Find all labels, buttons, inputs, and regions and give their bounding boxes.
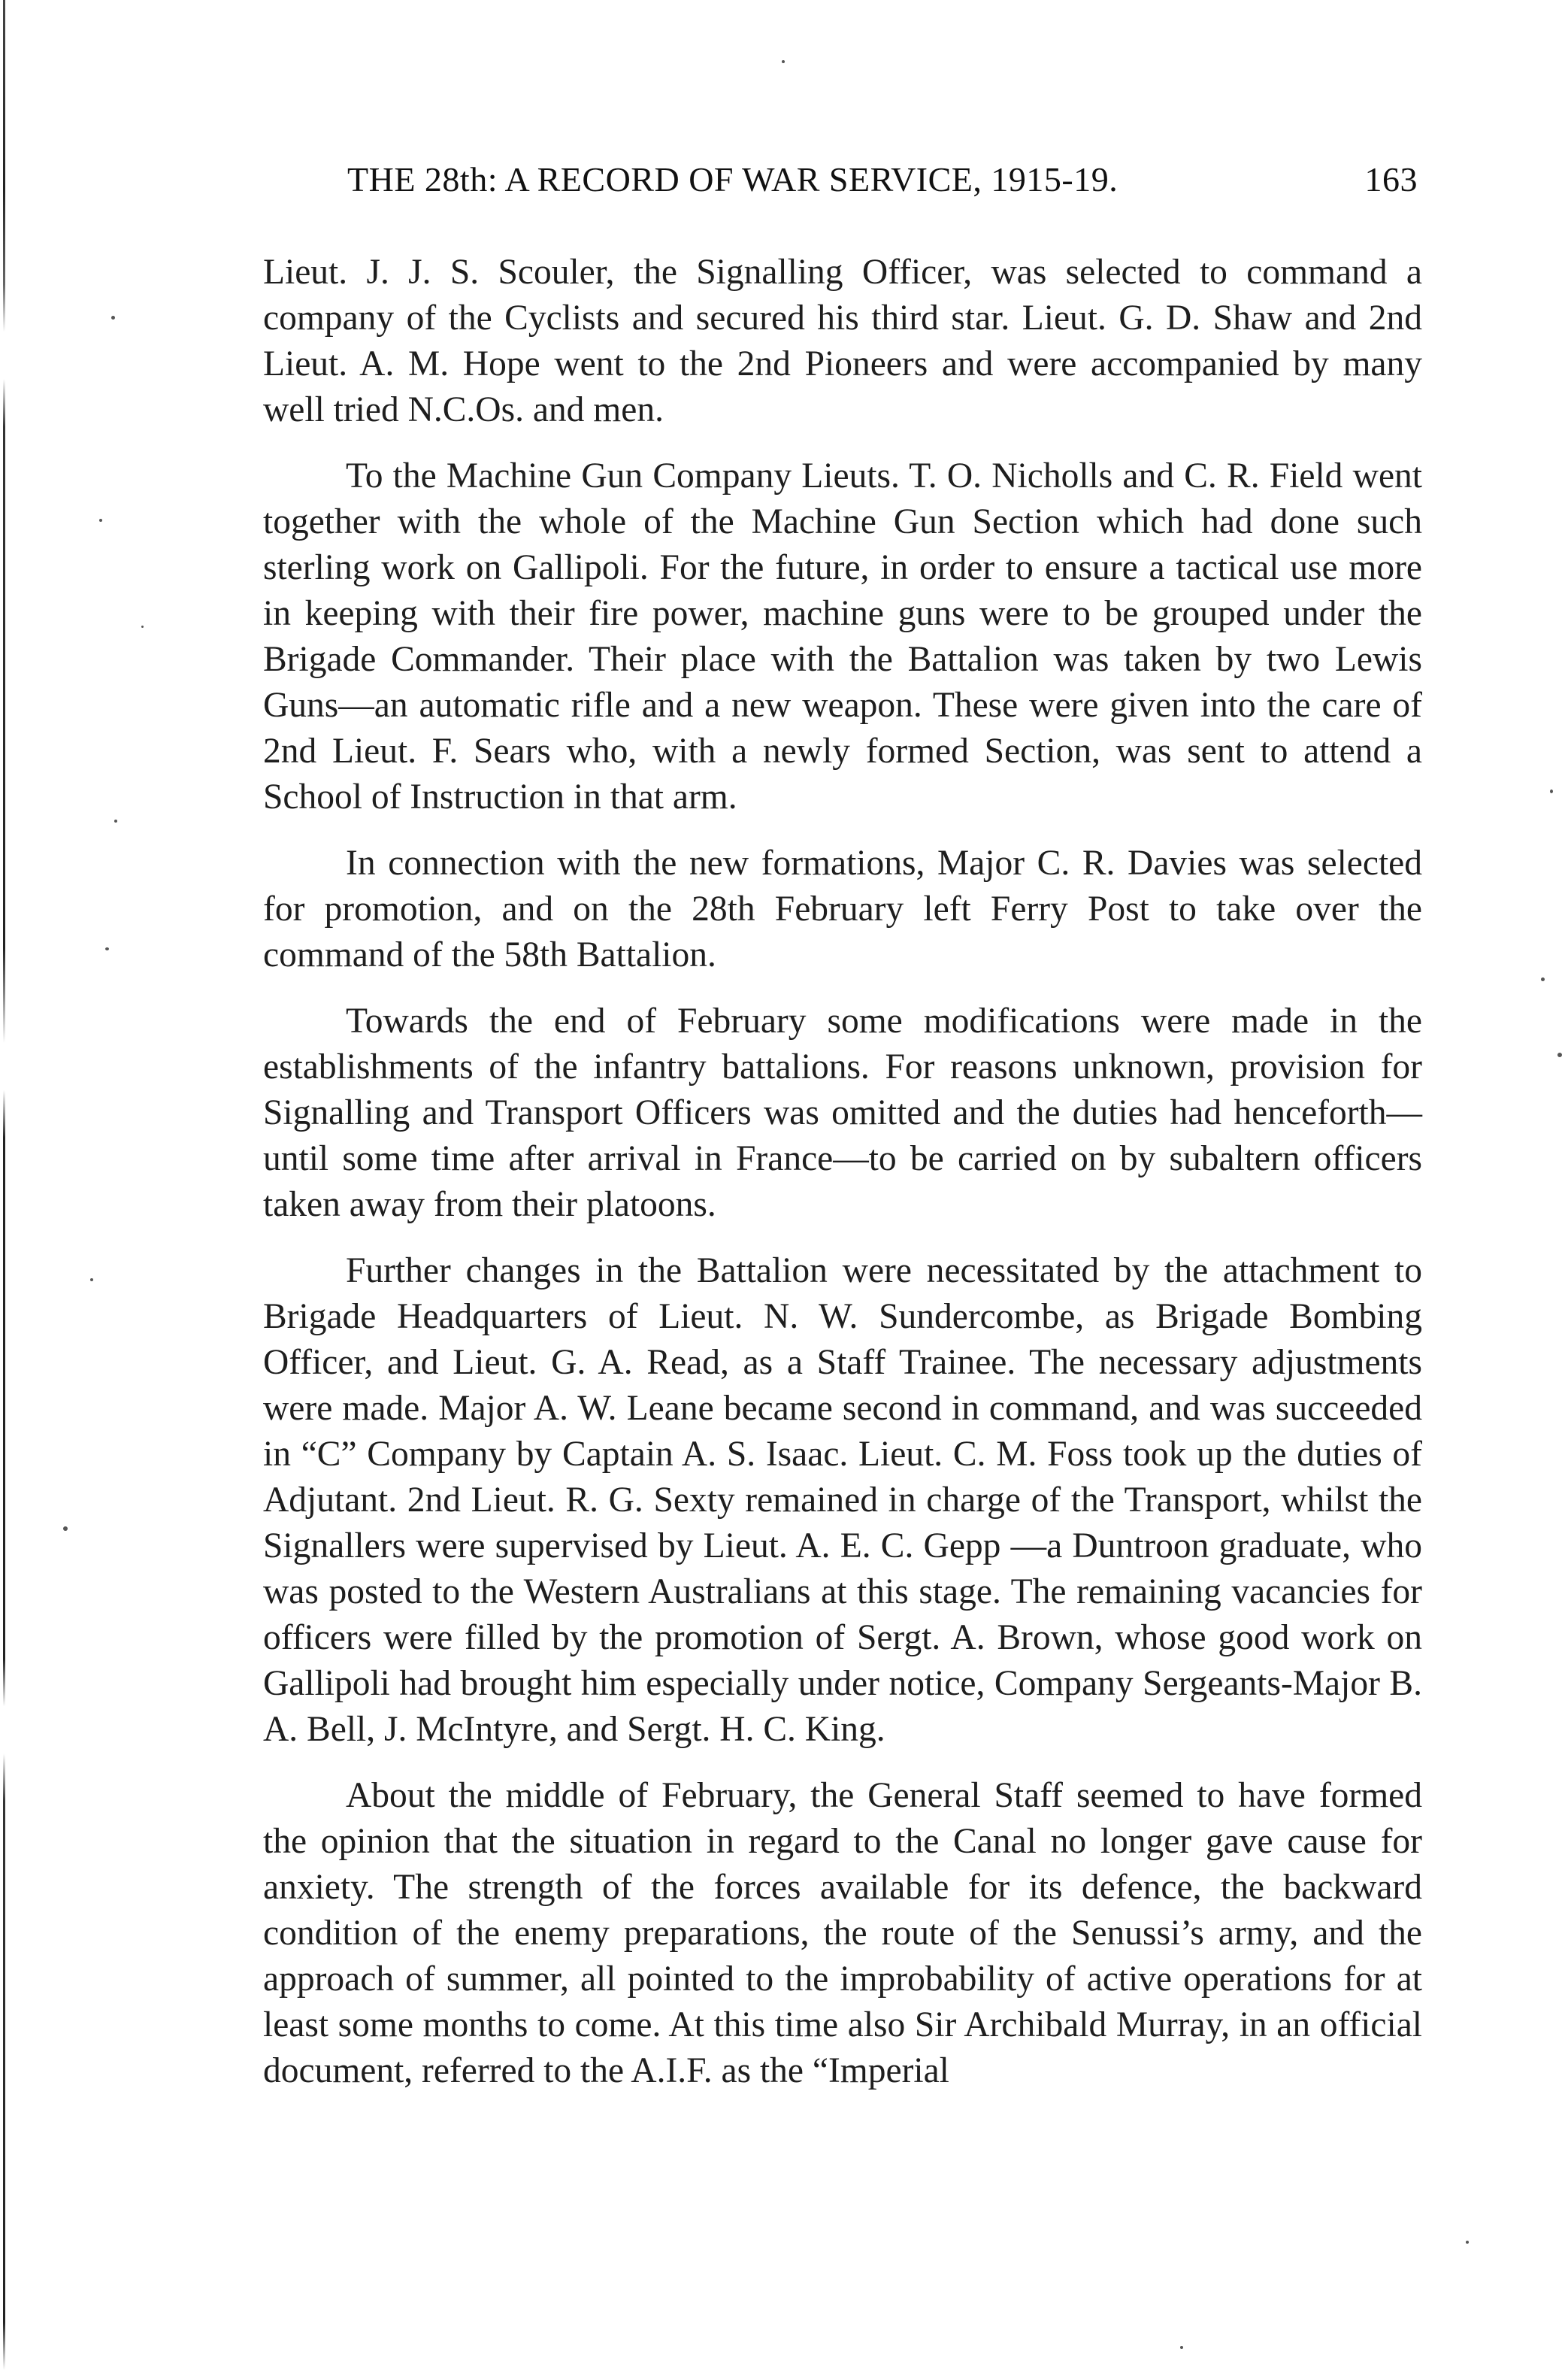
scan-speckle bbox=[105, 947, 109, 950]
scan-speckle bbox=[114, 820, 117, 823]
scan-speckle bbox=[90, 1278, 93, 1281]
scan-speckle bbox=[111, 316, 115, 320]
paragraph: About the middle of February, the General Staff seemed to have formed the opinion that the situation in regard to the Canal no longer gave cause for anxiety. The strength of the forces available for its defence, the backward condition of the enemy preparations, the route of the Senussi’s army, and the approach of summer, all pointed to the improbability of active operations for at least some months to come. At this time also Sir Archibald Murray, in an official document, referred to the A.I.F. as the “Imperial bbox=[263, 1776, 1422, 2090]
scan-speckle bbox=[141, 626, 144, 628]
scan-speckle bbox=[1541, 977, 1545, 981]
paragraph: In connection with the new formations, Major C. R. Davies was selected for promotion, and on the 28th February left Ferry Post to take over the command of the 58th Battalion. bbox=[263, 844, 1422, 974]
paragraph: Further changes in the Battalion were necessitated by the attachment to Brigade Headquarters of Lieut. N. W. Sundercombe, as Brigade Bombing Officer, and Lieut. G. A. Read, as a Staff Trainee. The necessary adjustments were made. Major A. W. Leane became second in command, and was succeeded in “C” Company by Captain A. S. Isaac. Lieut. C. M. Foss took up the duties of Adjutant. 2nd Lieut. R. G. Sexty remained in charge of the Transport, whilst the Signallers were supervised by Lieut. A. E. C. Gepp —a Duntroon graduate, who was posted to the Western Australians at this stage. The remaining vacancies for officers were filled by the promotion of Sergt. A. Brown, whose good work on Gallipoli had brought him especially under notice, Company Sergeants-Major B. A. Bell, J. McIntyre, and Sergt. H. C. King. bbox=[263, 1251, 1422, 1749]
paragraph: Towards the end of February some modifications were made in the establishments of the infantry battalions. For reasons unknown, provision for Signalling and Transport Officers was omitted and the duties had henceforth—until some time after arrival in France—to be carried on by subaltern officers taken away from their platoons. bbox=[263, 1002, 1422, 1224]
binding-edge-shadow bbox=[3, 0, 5, 2370]
running-title: THE 28th: A RECORD OF WAR SERVICE, 1915-19. bbox=[347, 160, 1118, 199]
scan-speckle bbox=[1550, 789, 1553, 793]
scan-speckle bbox=[63, 1526, 68, 1531]
scan-speckle bbox=[1557, 1053, 1562, 1057]
body-text bbox=[263, 250, 1422, 2114]
scan-speckle bbox=[782, 60, 785, 63]
scan-speckle bbox=[1466, 2241, 1469, 2244]
paragraph: Lieut. J. J. S. Scouler, the Signalling Officer, was selected to command a company of the Cyclists and secured his third star. Lieut. G. D. Shaw and 2nd Lieut. A. M. Hope went to the 2nd Pioneers and were accompanied by many well tried N.C.Os. and men. bbox=[263, 253, 1422, 429]
running-head bbox=[347, 159, 1418, 205]
paragraph: To the Machine Gun Company Lieuts. T. O. Nicholls and C. R. Field went together with the whole of the Machine Gun Section which had done such sterling work on Gallipoli. For the future, in order to ensure a tactical use more in keeping with their fire power, machine guns were to be grouped under the Brigade Commander. Their place with the Battalion was taken by two Lewis Guns—an automatic rifle and a new weapon. These were given into the care of 2nd Lieut. F. Sears who, with a newly formed Section, was sent to attend a School of Instruction in that arm. bbox=[263, 456, 1422, 817]
scan-speckle bbox=[99, 519, 102, 522]
page-number: 163 bbox=[1364, 160, 1418, 199]
scan-speckle bbox=[1180, 2346, 1183, 2349]
